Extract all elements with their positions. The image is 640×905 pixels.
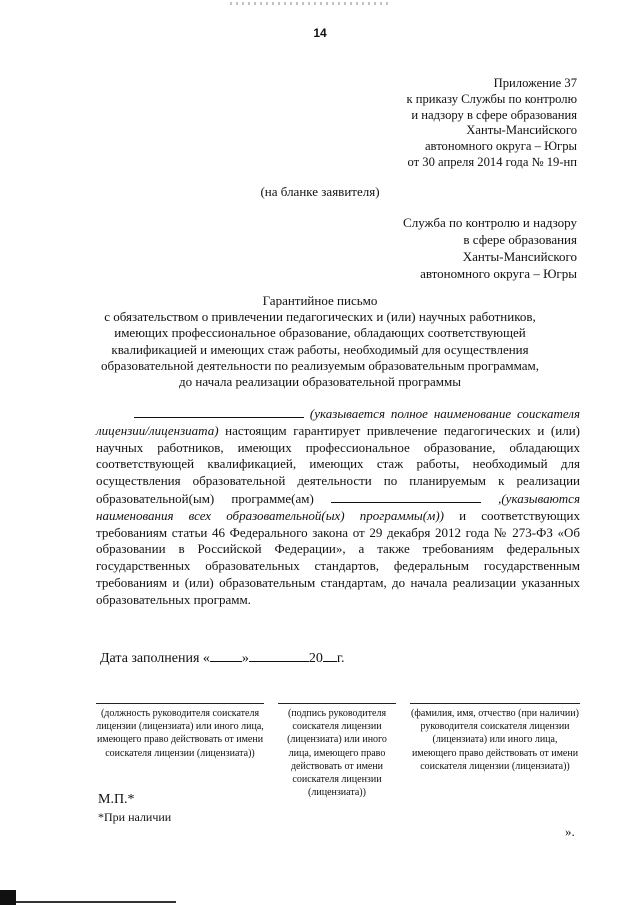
addressee-line: Служба по контролю и надзору [403, 215, 577, 230]
date-suffix: г. [336, 651, 345, 666]
signature-caption: (подпись руководителя соискателя лицензии (лицензиата) или иного лица, имеющего право действовать от имени соискателя лицензии (лицензиата)) [287, 708, 387, 799]
scan-bottom-line [16, 901, 176, 903]
addressee-line: автономного округа – Югры [420, 266, 577, 281]
letter-body [96, 405, 580, 609]
full-name-signature-line[interactable] [410, 703, 580, 704]
month-blank[interactable] [249, 648, 309, 662]
day-blank[interactable] [210, 648, 242, 662]
body-text-part1: настоящим гарантирует привлечение педагогических и (или) научных работников, имеющих профессиональное образование, обладающих соответствующей квалификацией, имеющих стаж работы, необходимый для осуществления образовательной деятельности по планируемым к реализации образовательной(ым) программе(ам) [96, 422, 580, 506]
appendix-line: к приказу Службы по контролю [406, 91, 577, 106]
appendix-line: Ханты-Мансийского [466, 123, 577, 138]
applicant-name-blank[interactable] [134, 405, 304, 418]
addressee-block [403, 214, 577, 282]
position-signature-line[interactable] [96, 703, 264, 704]
body-text-part2: и соответствующих требованиям статьи 46 Федерального закона от 29 декабря 2012 года № 273-ФЗ «Об образовании в Российской Федерации», а также требованиям федеральных государственных образовательных стандартов, федеральным государственным требованиям и (или) образовательным стандартам, до начала реализации указанных образовательных программ. [96, 507, 581, 607]
position-caption: (должность руководителя соискателя лицензии (лицензиата) или иного лица, имеющего право действовать от имени соискателя лицензии (лицензиата)) [96, 708, 264, 759]
appendix-line: от 30 апреля 2014 года № 19-нп [407, 154, 577, 169]
year-prefix: 20 [308, 651, 323, 666]
scan-corner-mark [0, 890, 16, 905]
fill-date [100, 648, 345, 667]
year-blank[interactable] [323, 648, 337, 662]
closing-quote: ». [565, 824, 575, 839]
appendix-line: и надзору в сфере образования [411, 107, 577, 122]
title-line: имеющих профессиональное образование, обладающих соответствующей [114, 325, 526, 341]
document-title [70, 293, 570, 390]
title-line: с обязательством о привлечении педагогических и (или) научных работников, [104, 309, 536, 325]
letterhead-note: (на бланке заявителя) [260, 184, 380, 199]
programs-hint: ,(указываются наименования всех образовательной(ых) программы(м)) [96, 490, 580, 523]
title-line: квалификацией и имеющих стаж работы, необходимый для осуществления [111, 341, 529, 357]
title-line: до начала реализации образовательной программы [179, 374, 461, 390]
applicant-name-hint: (указывается полное наименование соискателя лицензии/лицензиата) [96, 406, 580, 438]
seal-place-label: М.П.* [98, 792, 135, 807]
appendix-reference [406, 76, 577, 171]
appendix-line: Приложение 37 [493, 76, 577, 90]
scan-noise [230, 2, 390, 5]
title-line: образовательной деятельности по реализуемым образовательным программам, [101, 357, 539, 373]
date-mid: » [241, 651, 249, 666]
appendix-line: автономного округа – Югры [424, 139, 577, 154]
addressee-line: Ханты-Мансийского [462, 249, 577, 264]
title-line: Гарантийное письмо [262, 293, 378, 308]
page-number: 14 [313, 26, 327, 40]
full-name-caption: (фамилия, имя, отчество (при наличии) руководителя соискателя лицензии (лицензиата) или иного лица, имеющего право действовать от имени соискателя лицензии (лицензиата)) [411, 708, 579, 772]
programs-blank[interactable] [331, 490, 481, 503]
footnote: *При наличии [98, 810, 172, 824]
addressee-line: в сфере образования [463, 232, 577, 247]
signature-line[interactable] [278, 703, 396, 704]
date-prefix: Дата заполнения « [100, 651, 210, 666]
